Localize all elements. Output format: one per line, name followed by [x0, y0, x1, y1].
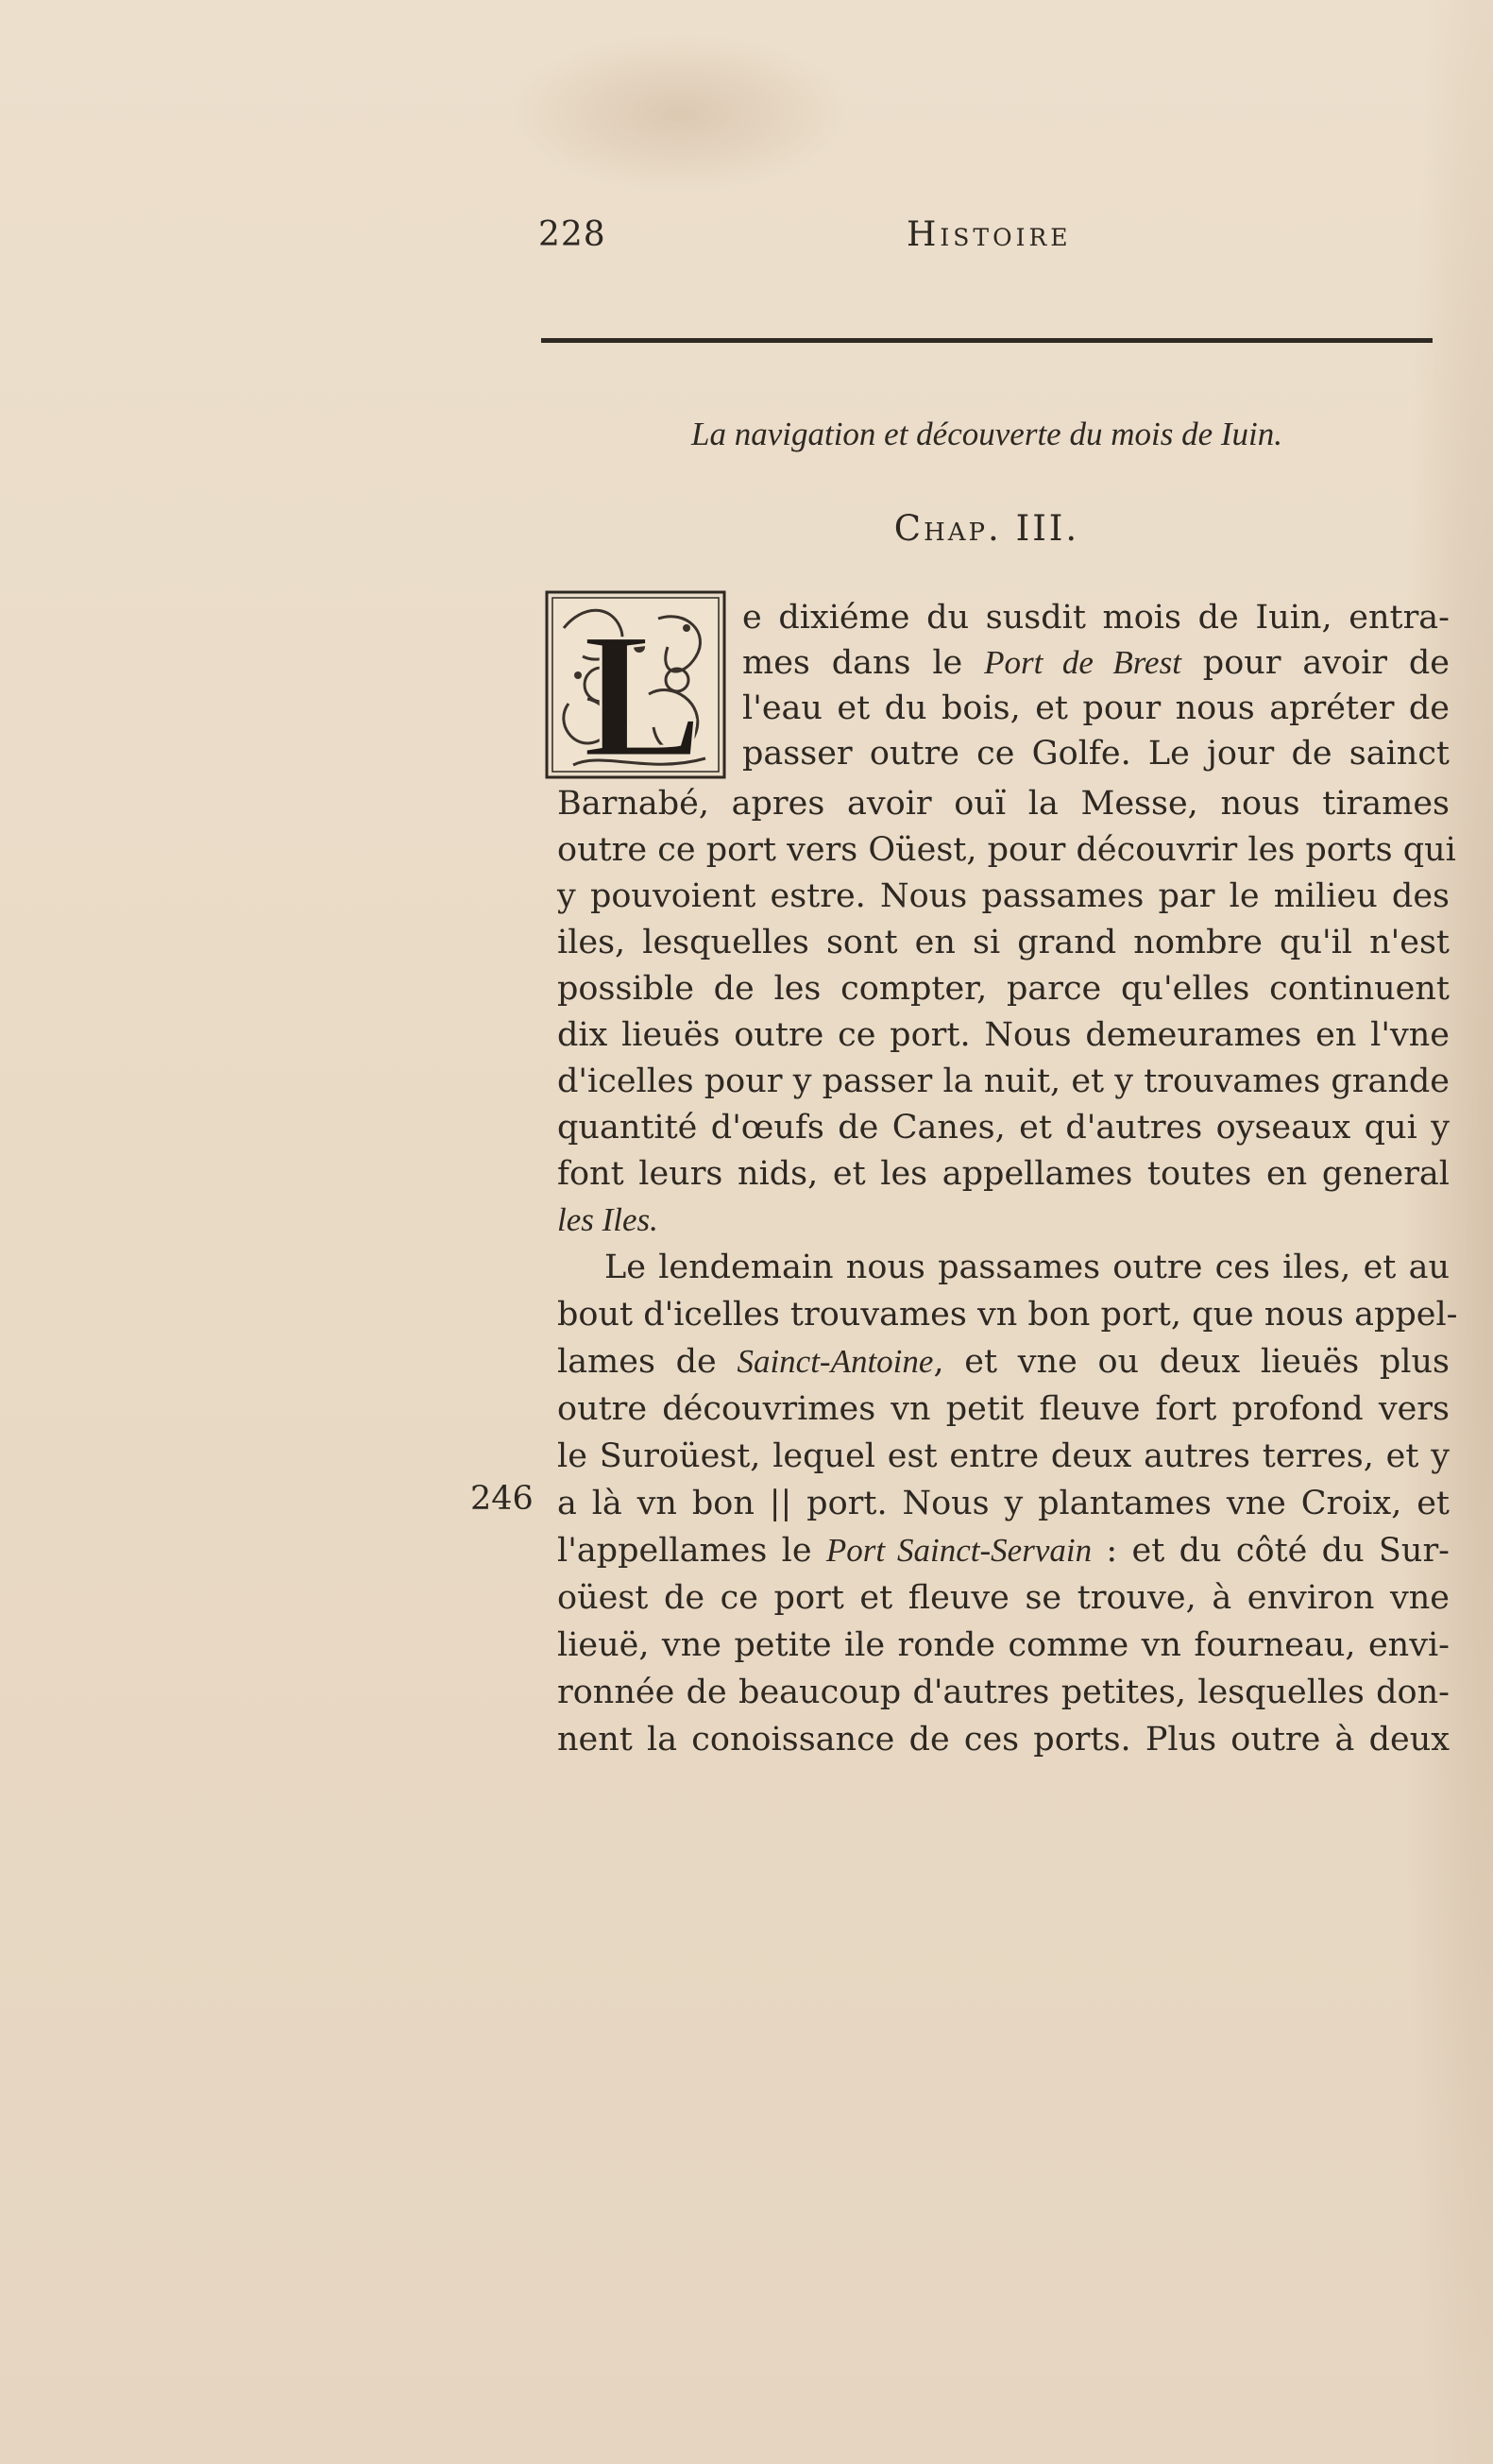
decorated-initial-ornament: [545, 590, 726, 779]
text-line: dix lieuës outre ce port. Nous demeurames en l'vne: [557, 1016, 1450, 1054]
text-line: l'eau et du bois, et pour nous apréter de: [742, 689, 1450, 727]
text-line: oüest de ce port et fleuve se trouve, à environ vne: [557, 1579, 1450, 1617]
text-line: iles, lesquelles sont en si grand nombre qu'il n'est: [557, 924, 1450, 961]
text-line: lieuë, vne petite ile ronde comme vn fourneau, envi-: [557, 1626, 1450, 1664]
text-line: e dixiéme du susdit mois de Iuin, entra-: [742, 599, 1450, 637]
text-line: possible de les compter, parce qu'elles continuent: [557, 970, 1450, 1008]
text-line: a là vn bon || port. Nous y plantames vne Croix, et: [557, 1485, 1450, 1522]
text-line: les Iles.: [557, 1201, 658, 1238]
text-line: mes dans le Port de Brest pour avoir de: [742, 644, 1451, 682]
text-line: d'icelles pour y passer la nuit, et y trouvames grande: [557, 1062, 1450, 1100]
page-number: 228: [538, 215, 606, 254]
text-line: passer outre ce Golfe. Le jour de sainct: [742, 735, 1450, 773]
text-line: le Suroüest, lequel est entre deux autres terres, et y: [557, 1437, 1450, 1475]
text-line: l'appellames le Port Sainct-Servain : et du côté du Sur-: [557, 1532, 1451, 1570]
running-title: Histoire: [907, 215, 1072, 254]
text-line: outre découvrimes vn petit fleuve fort profond vers: [557, 1390, 1450, 1428]
text-line: font leurs nids, et les appellames toutes en general: [557, 1155, 1450, 1193]
text-line: bout d'icelles trouvames vn bon port, que nous appel-: [557, 1296, 1458, 1334]
page-header: [538, 215, 1435, 272]
text-line: quantité d'œufs de Canes, et d'autres oyseaux qui y: [557, 1109, 1450, 1147]
text-line: Le lendemain nous passames outre ces iles, et au: [604, 1249, 1450, 1286]
text-line: Barnabé, apres avoir ouï la Messe, nous tirames: [557, 785, 1450, 823]
text-line: y pouvoient estre. Nous passames par le milieu des: [557, 877, 1450, 915]
text-line: ronnée de beaucoup d'autres petites, lesquelles don-: [557, 1674, 1450, 1711]
text-line: outre ce port vers Oüest, pour découvrir les ports qui: [557, 831, 1456, 869]
text-line: lames de Sainct-Antoine, et vne ou deux lieuës plus: [557, 1343, 1450, 1381]
dropcap-letter: L: [583, 597, 703, 779]
section-title: La navigation et découverte du mois de Iuin.: [691, 416, 1282, 452]
header-rule: [541, 338, 1433, 343]
chapter-heading: Chap. III.: [893, 508, 1080, 549]
margin-page-reference: 246: [470, 1480, 534, 1518]
text-line: nent la conoissance de ces ports. Plus outre à deux: [557, 1721, 1450, 1759]
